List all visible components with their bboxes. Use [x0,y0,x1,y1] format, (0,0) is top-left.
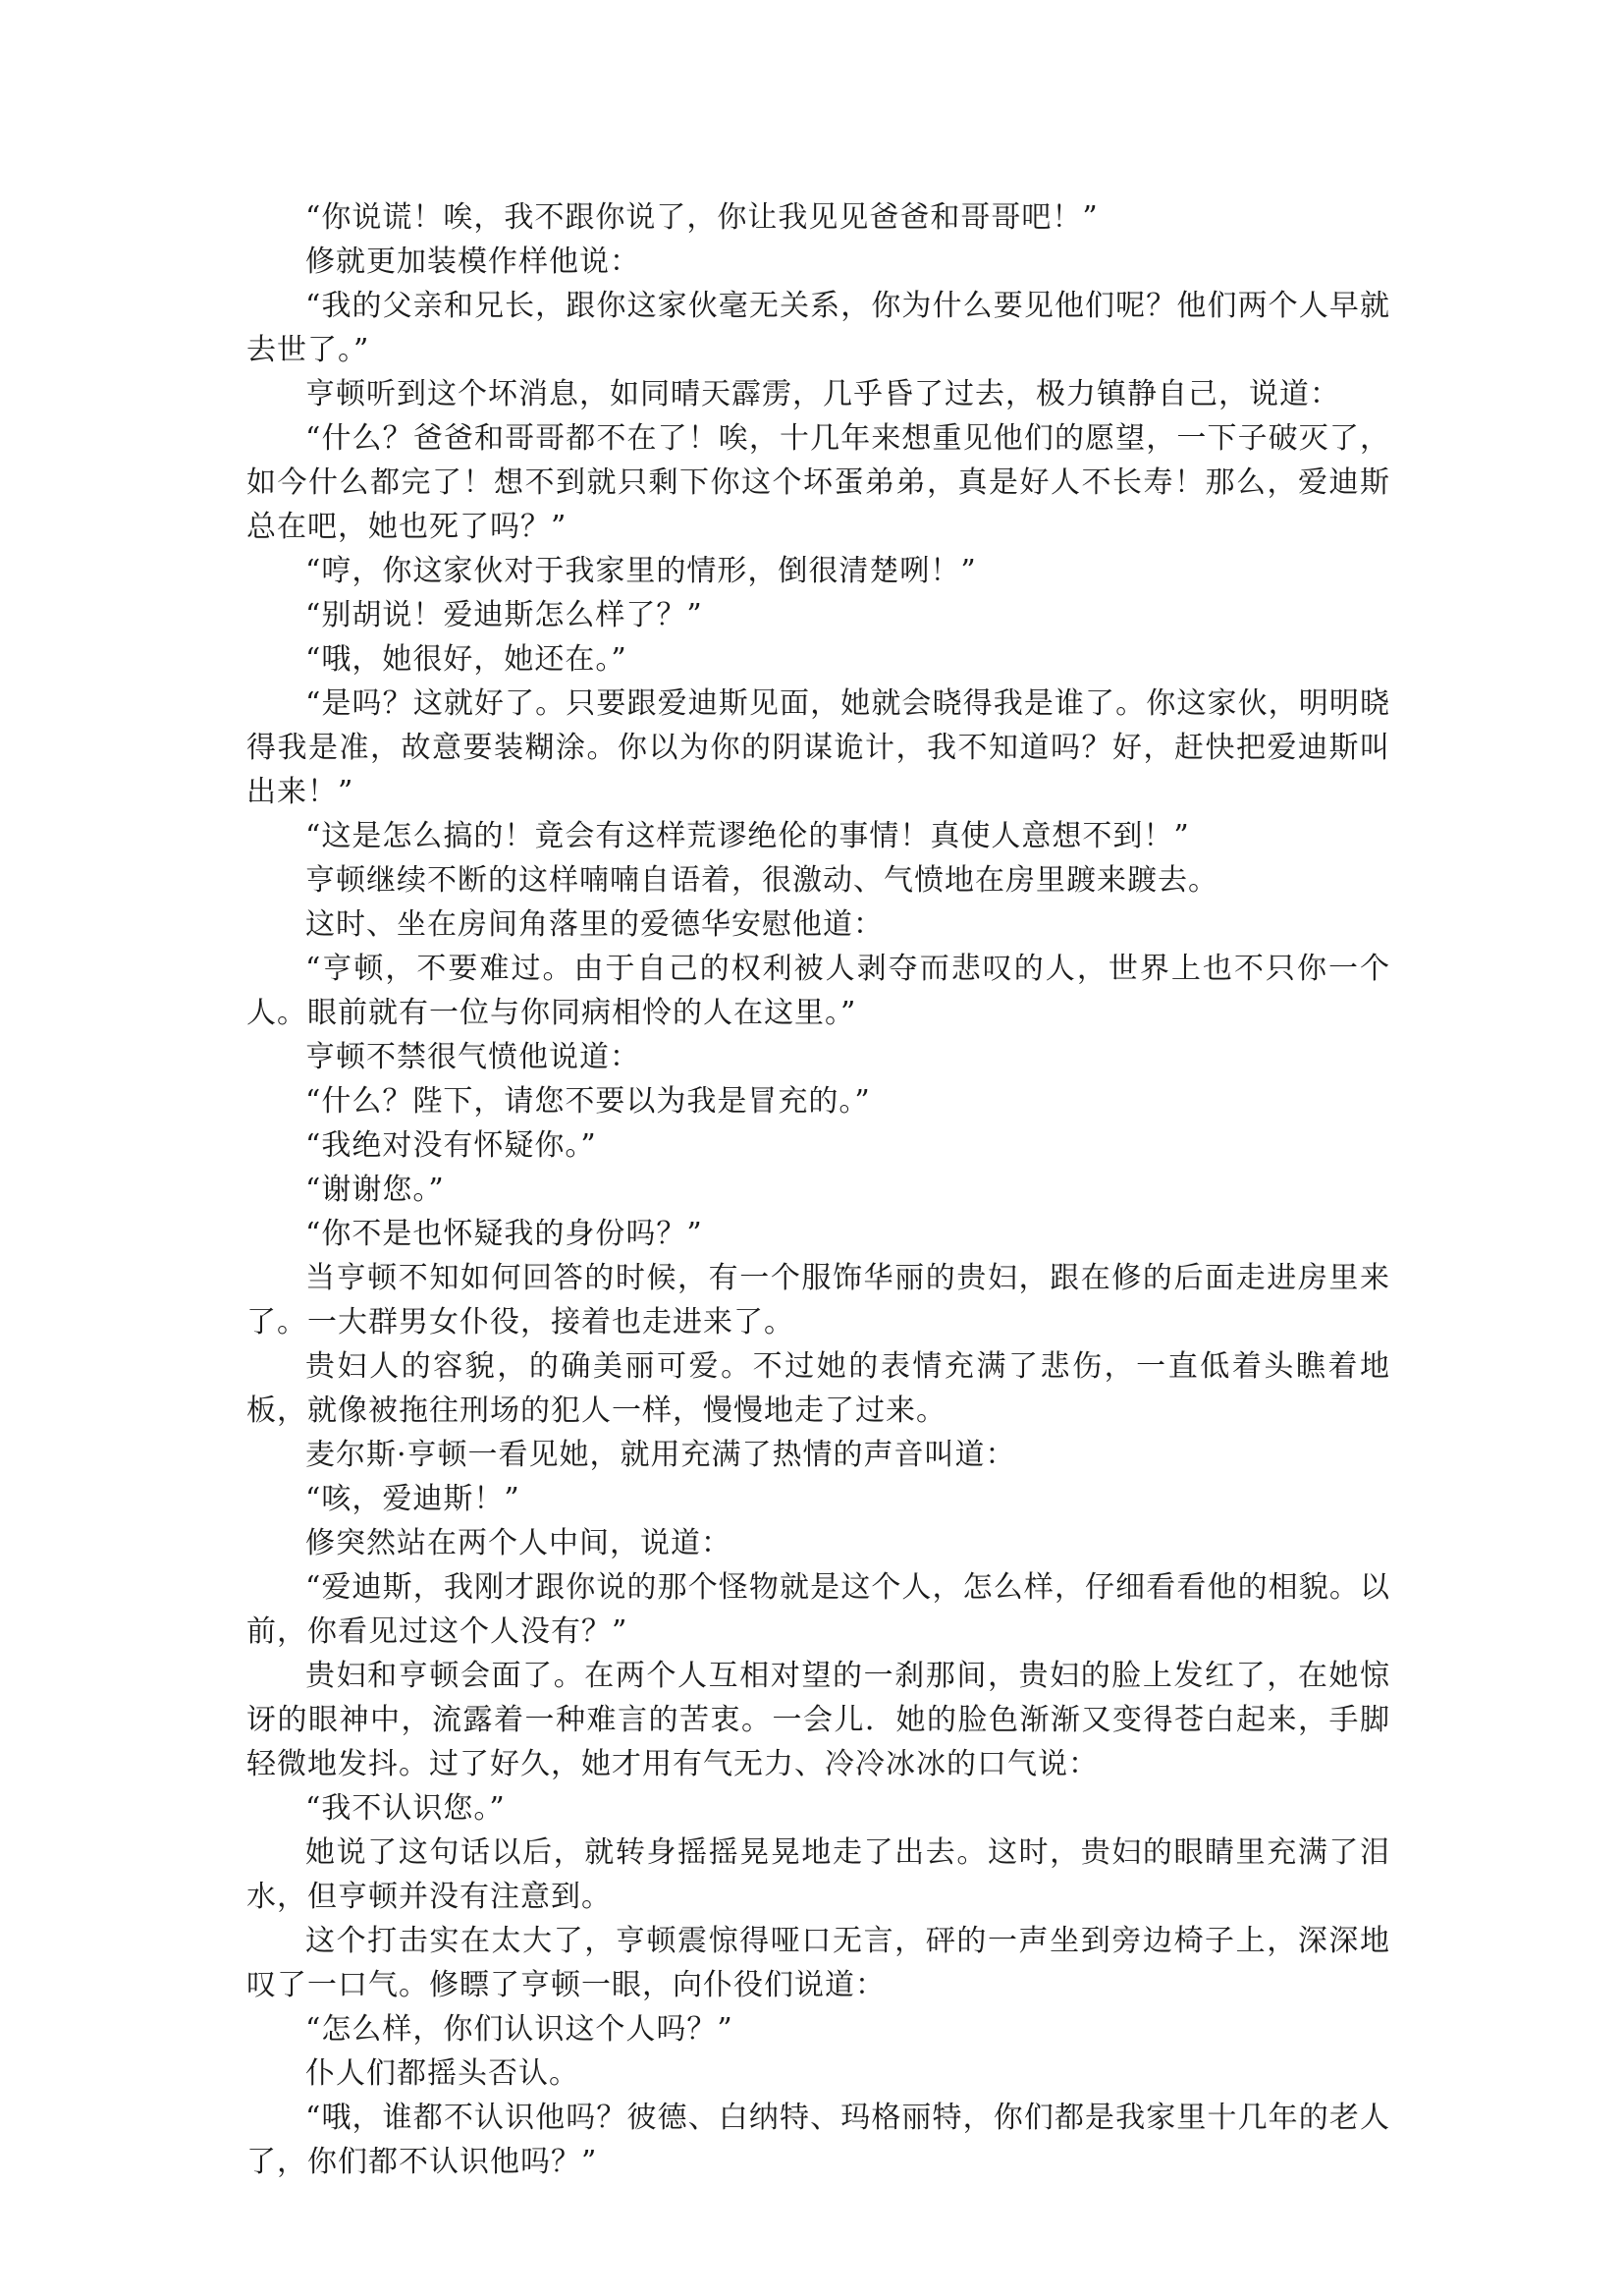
paragraph: 仆人们都摇头否认。 [305,2056,579,2091]
paragraph: “爱迪斯，我刚才跟你说的那个怪物就是这个人，怎么样，仔细看看他的相貌。以前，你看见过这个人没有？” [246,1570,1390,1649]
paragraph: “是吗？这就好了。只要跟爱迪斯见面，她就会晓得我是谁了。你这家伙，明明晓得我是准，故意要装糊涂。你以为你的阴谋诡计，我不知道吗？好，赶快把爱迪斯叫出来！” [246,686,1390,809]
paragraph: “你说谎！唉，我不跟你说了，你让我见见爸爸和哥哥吧！” [305,200,1099,235]
paragraph: 她说了这句话以后，就转身摇摇晃晃地走了出去。这时，贵妇的眼睛里充满了泪水，但亨顿并没有注意到。 [246,1835,1390,1914]
paragraph: 亨顿听到这个坏消息，如同晴天霹雳，几乎昏了过去，极力镇静自己，说道： [305,377,1340,411]
paragraph: “怎么样，你们认识这个人吗？” [305,2012,733,2047]
paragraph: “什么？爸爸和哥哥都不在了！唉，十几年来想重见他们的愿望，一下子破灭了，如今什么都完了！想不到就只剩下你这个坏蛋弟弟，真是好人不长寿！那么，爱迪斯总在吧，她也死了吗？” [246,421,1390,544]
paragraph: “这是怎么搞的！竟会有这样荒谬绝伦的事情！真使人意想不到！” [305,819,1190,853]
paragraph: “我绝对没有怀疑你。” [305,1128,597,1163]
paragraph: “亨顿，不要难过。由于自己的权利被人剥夺而悲叹的人，世界上也不只你一个人。眼前就有一位与你同病相怜的人在这里。” [246,952,1390,1030]
paragraph: 贵妇和亨顿会面了。在两个人互相对望的一刹那间，贵妇的脸上发红了，在她惊讶的眼神中，流露着一种难言的苦衷。一会儿．她的脸色渐渐又变得苍白起来，手脚轻微地发抖。过了好久，她才用有气无力、冷冷冰冰的口气说： [246,1659,1390,1781]
paragraph: 麦尔斯·亨顿一看见她，就用充满了热情的声音叫道： [305,1438,1016,1472]
paragraph: 当亨顿不知如何回答的时候，有一个服饰华丽的贵妇，跟在修的后面走进房里来了。一大群男女仆役，接着也走进来了。 [246,1261,1390,1339]
paragraph: “什么？陛下，请您不要以为我是冒充的。” [305,1084,871,1119]
paragraph: 贵妇人的容貌，的确美丽可爱。不过她的表情充满了悲伤，一直低着头瞧着地板，就像被拖往刑场的犯人一样，慢慢地走了过来。 [246,1349,1390,1428]
paragraph: “我的父亲和兄长，跟你这家伙毫无关系，你为什么要见他们呢？他们两个人早就去世了。” [246,289,1390,367]
paragraph: 这个打击实在太大了，亨顿震惊得哑口无言，砰的一声坐到旁边椅子上，深深地叹了一口气。修瞟了亨顿一眼，向仆役们说道： [246,1924,1390,2002]
paragraph: “咳，爱迪斯！” [305,1482,520,1516]
paragraph: 修突然站在两个人中间，说道： [305,1526,731,1560]
paragraph: “我不认识您。” [305,1791,506,1826]
document-page [246,195,1390,2184]
paragraph: 亨顿不禁很气愤他说道： [305,1040,640,1074]
paragraph: “谢谢您。” [305,1173,445,1207]
paragraph: 这时、坐在房间角落里的爱德华安慰他道： [305,907,884,942]
paragraph: “哼，你这家伙对于我家里的情形，倒很清楚咧！” [305,554,977,588]
paragraph: “你不是也怀疑我的身份吗？” [305,1217,703,1251]
paragraph: 修就更加装模作样他说： [305,245,640,279]
paragraph: “哦，谁都不认识他吗？彼德、白纳特、玛格丽特，你们都是我家里十几年的老人了，你们都不认识他吗？” [246,2101,1390,2179]
paragraph: “哦，她很好，她还在。” [305,642,627,677]
paragraph: “别胡说！爱迪斯怎么样了？” [305,598,703,632]
paragraph: 亨顿继续不断的这样喃喃自语着，很激动、气愤地在房里踱来踱去。 [305,863,1218,898]
